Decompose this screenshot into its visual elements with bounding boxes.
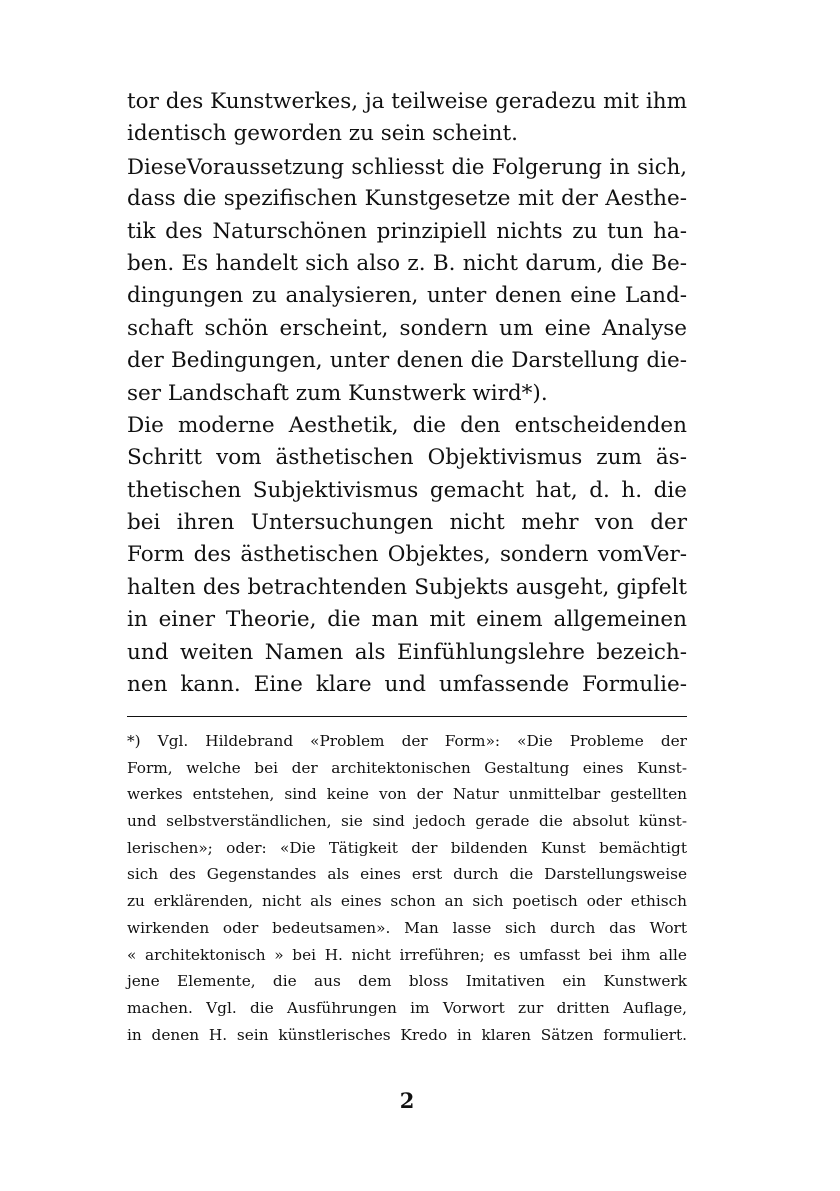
footnote-line: *) Vgl. Hildebrand «Problem der Form»: «Die Probleme der: [127, 732, 687, 750]
footnote-line: in denen H. sein künstlerisches Kredo in klaren Sätzen formuliert.: [127, 1025, 687, 1044]
text-line: und weiten Namen als Einfühlungslehre bezeich-: [127, 639, 687, 665]
text-line: ser Landschaft zum Kunstwerk wird*).: [127, 380, 548, 406]
text-line: schaft schön erscheint, sondern um eine Analyse: [127, 315, 687, 341]
footnote-line: und selbstverständlichen, sie sind jedoch gerade die absolut künst-: [127, 812, 687, 831]
footnote-line: wirkenden oder bedeutsamen». Man lasse sich durch das Wort: [127, 918, 687, 937]
text-line: identisch geworden zu sein scheint.: [127, 121, 518, 147]
text-line: Schritt vom ästhetischen Objektivismus zum äs-: [127, 445, 687, 471]
text-line: der Bedingungen, unter denen die Darstellung die-: [127, 348, 687, 374]
footnote-line: Form, welche bei der architektonischen Gestaltung eines Kunst-: [127, 758, 687, 777]
text-line: bei ihren Untersuchungen nicht mehr von der: [127, 510, 687, 536]
text-line: ben. Es handelt sich also z. B. nicht darum, die Be-: [127, 250, 687, 276]
footnote-line: zu erklärenden, nicht als eines schon an sich poetisch oder ethisch: [127, 892, 687, 911]
text-line: Die moderne Aesthetik, die den entscheidenden: [127, 412, 687, 438]
footnote-line: jene Elemente, die aus dem bloss Imitativen ein Kunstwerk: [127, 972, 687, 991]
text-line: tik des Naturschönen prinzipiell nichts zu tun ha-: [127, 218, 687, 244]
text-line: thetischen Subjektivismus gemacht hat, d. h. die: [127, 477, 687, 503]
page-number: 2: [399, 1088, 415, 1113]
text-line: Form des ästhetischen Objektes, sondern vomVer-: [127, 542, 687, 568]
text-line: halten des betrachtenden Subjekts ausgeht, gipfelt: [127, 574, 687, 600]
text-line: dingungen zu analysieren, unter denen eine Land-: [127, 283, 687, 309]
footnote-line: lerischen»; oder: «Die Tätigkeit der bildenden Kunst bemächtigt: [127, 838, 687, 857]
text-line: in einer Theorie, die man mit einem allgemeinen: [127, 607, 687, 633]
footnote-line: werkes entstehen, sind keine von der Natur unmittelbar gestellten: [127, 785, 687, 804]
text-line: DieseVoraussetzung schliesst die Folgerung in sich,: [127, 153, 687, 179]
text-line: dass die spezifischen Kunstgesetze mit der Aesthe-: [127, 186, 687, 212]
main-text-block: [127, 86, 687, 701]
footnote-line: sich des Gegenstandes als eines erst durch die Darstellungsweise: [127, 865, 687, 884]
footnote-line: « architektonisch » bei H. nicht irreführen; es umfasst bei ihm alle: [127, 945, 687, 964]
text-line: tor des Kunstwerkes, ja teilweise geradezu mit ihm: [127, 89, 687, 114]
footnote-block: [127, 728, 687, 1048]
text-line: nen kann. Eine klare und umfassende Formulie-: [127, 672, 687, 698]
footnote-divider: [127, 716, 687, 717]
footnote-line: machen. Vgl. die Ausführungen im Vorwort zur dritten Auflage,: [127, 998, 687, 1017]
